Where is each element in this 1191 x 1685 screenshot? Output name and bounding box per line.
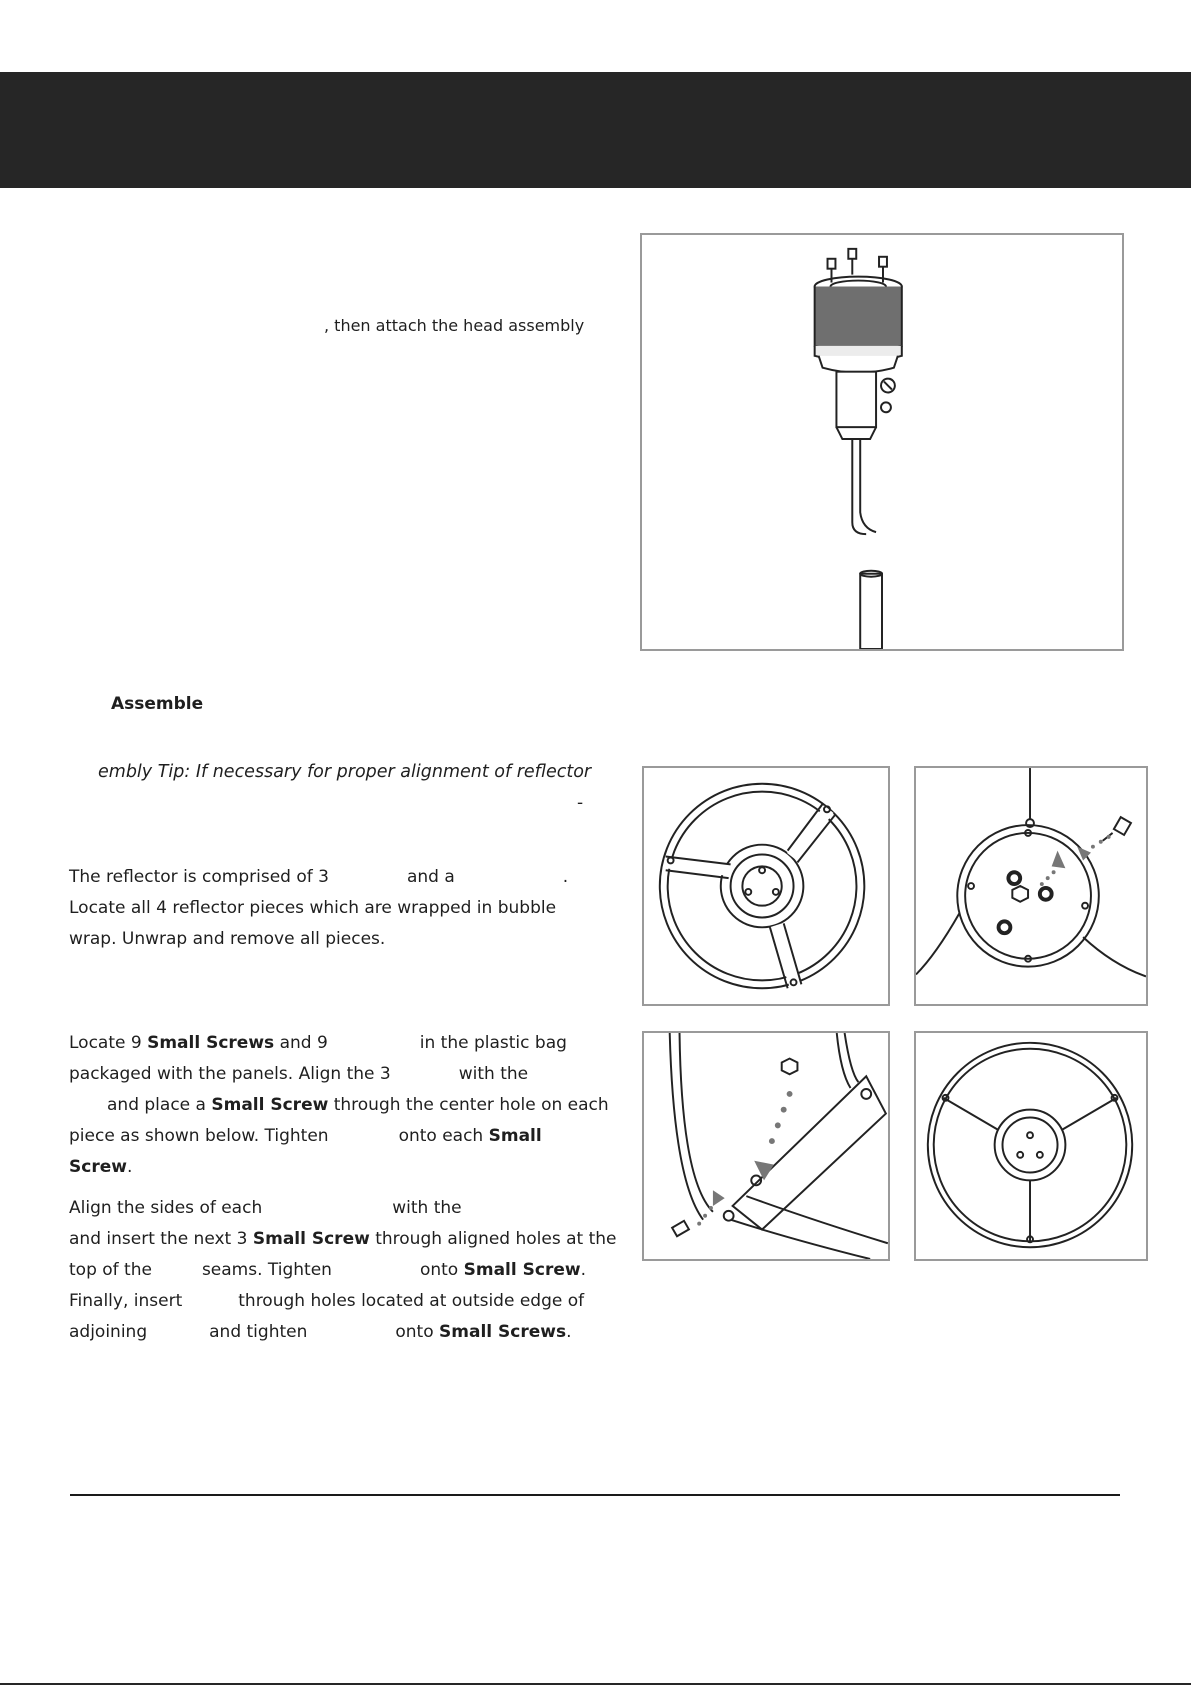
para1-line2: Locate all 4 reflector pieces which are wrapped in bubble	[69, 898, 557, 918]
para3-l4b: through holes located at outside edge of	[238, 1291, 585, 1311]
para3-l3b: seams. Tighten	[201, 1260, 332, 1280]
para3-l5e: .	[566, 1322, 572, 1342]
para3-line3	[69, 1260, 586, 1280]
para3-l4a: Finally, insert	[69, 1291, 183, 1311]
reflector-underside-illustration	[916, 768, 1146, 1004]
attach-head-text: , then attach the head assembly	[324, 316, 585, 335]
para3-l2a: and insert the next 3	[69, 1229, 248, 1249]
para3-l5d: Small Screws	[439, 1322, 567, 1342]
para3-l3a: top of the	[69, 1260, 152, 1280]
para2-line2	[69, 1064, 528, 1084]
para3-line4	[69, 1291, 584, 1311]
para3-l2c: through aligned holes at the	[375, 1229, 617, 1249]
para3-line2	[69, 1229, 617, 1249]
para3-l5a: adjoining	[69, 1322, 148, 1342]
para3-l3c: onto	[419, 1260, 459, 1280]
para2-l4c: Small	[488, 1126, 542, 1146]
head-assembly-illustration	[642, 235, 1122, 649]
para3-l5b: and tighten	[209, 1322, 308, 1342]
para2-l1b: Small Screws	[147, 1033, 275, 1053]
header-banner	[0, 72, 1191, 188]
head-assembly-figure	[640, 233, 1124, 651]
para2-l5a: Screw	[69, 1157, 127, 1177]
reflector-panels-illustration	[644, 768, 888, 1004]
assembly-tip: embly Tip: If necessary for proper alignment of reflector	[98, 762, 592, 782]
para2-l2b: with the	[458, 1064, 529, 1084]
para2-line4	[69, 1126, 542, 1146]
para1-l1b: and a	[406, 867, 455, 887]
para1-l1a: The reflector is comprised of 3	[69, 867, 329, 887]
para3-l1a: Align the sides of each	[69, 1198, 263, 1218]
para3-l1b: with the	[392, 1198, 462, 1218]
reflector-panels-figure	[642, 766, 890, 1006]
reflector-underside-figure	[914, 766, 1148, 1006]
para3-l2b: Small Screw	[252, 1229, 370, 1249]
assembled-reflector-figure	[914, 1031, 1148, 1261]
para2-l1c: and 9	[279, 1033, 328, 1053]
step-heading: Assemble	[111, 694, 204, 714]
para2-line1	[69, 1033, 567, 1053]
para3-l3d: Small Screw	[463, 1260, 581, 1280]
para1-line1	[69, 867, 568, 887]
para2-l3c: through the center hole on each	[333, 1095, 609, 1115]
para2-l4a: piece as shown below. Tighten	[69, 1126, 329, 1146]
panel-seam-illustration	[644, 1033, 888, 1259]
para3-line5	[69, 1322, 572, 1342]
para2-l3b: Small Screw	[211, 1095, 329, 1115]
para2-l3a: and place a	[107, 1095, 206, 1115]
para2-line3	[107, 1095, 609, 1115]
para2-l2a: packaged with the panels. Align the 3	[69, 1064, 391, 1084]
para2-l1d: in the plastic bag	[419, 1033, 567, 1053]
panel-seam-figure	[642, 1031, 890, 1261]
para1-line3: wrap. Unwrap and remove all pieces.	[69, 929, 386, 949]
para2-line5	[69, 1157, 132, 1177]
para1-l1c: .	[562, 867, 569, 887]
para2-l5b: .	[126, 1157, 133, 1177]
assembled-reflector-illustration	[916, 1033, 1146, 1259]
tip-dash: -	[577, 793, 584, 813]
para3-l5c: onto	[395, 1322, 434, 1342]
footer-rule	[70, 1494, 1120, 1496]
para2-l1a: Locate 9	[69, 1033, 142, 1053]
para3-line1	[69, 1198, 462, 1218]
para2-l4b: onto each	[398, 1126, 484, 1146]
para3-l3e: .	[580, 1260, 586, 1280]
